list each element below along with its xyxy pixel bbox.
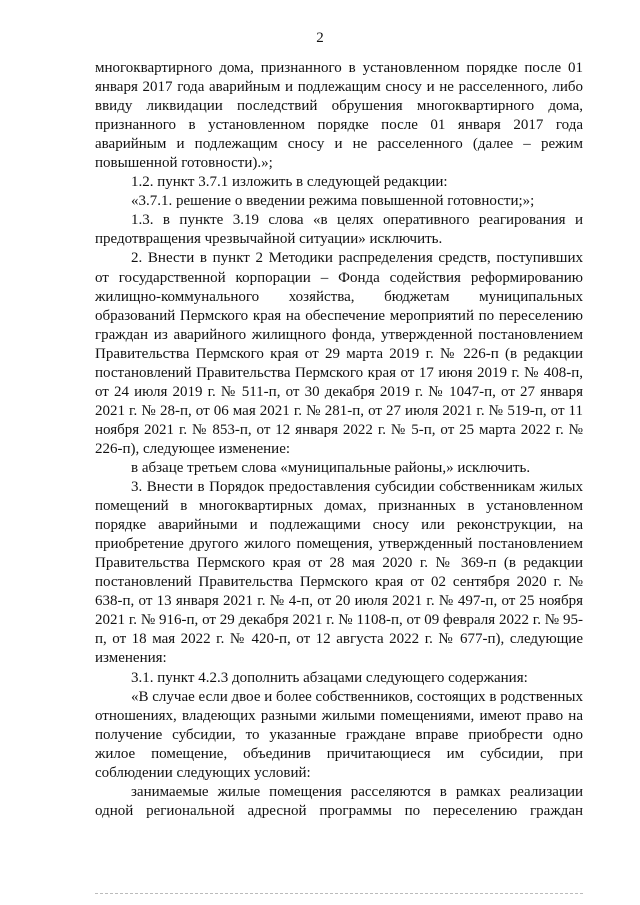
paragraph-8: 3.1. пункт 4.2.3 дополнить абзацами следующего содержания: <box>131 669 528 686</box>
paragraph-2: 1.2. пункт 3.7.1 изложить в следующей редакции: <box>131 174 448 191</box>
document-body <box>95 59 583 821</box>
paragraph-6: в абзаце третьем слова «муниципальные районы,» исключить. <box>131 459 531 476</box>
paragraph-5: 2. Внести в пункт 2 Методики распределения средств, поступивших от государственной корпорации – Фонда содействия реформированию жилищно-коммунального хозяйства, бюджетам муниципальных образований Пермского края на обеспечение мероприятий по переселению граждан из аварийного жилищного фонда, утвержденной постановлением Правительства Пермского края от 29 марта 2019 г. № 226-п (в редакции постановлений Правительства Пермского края от 17 июня 2019 г. № 408-п, от 24 июля 2019 г. № 511-п, от 30 декабря 2019 г. № 1047-п, от 27 января 2021 г. № 28-п, от 06 мая 2021 г. № 281-п, от 27 июля 2021 г. № 519-п, от 11 ноября 2021 г. № 853-п, от 12 января 2022 г. № 5-п, от 25 марта 2022 г. № 226-п), следующее изменение: <box>95 250 583 457</box>
page-number: 2 <box>316 30 324 46</box>
page-bottom-edge <box>95 893 583 894</box>
paragraph-10: занимаемые жилые помещения расселяются в рамках реализации одной региональной адресной программы по переселению граждан <box>95 783 583 819</box>
paragraph-4: 1.3. в пункте 3.19 слова «в целях оперативного реагирования и предотвращения чрезвычайной ситуации» исключить. <box>95 212 583 248</box>
paragraph-9: «В случае если двое и более собственников, состоящих в родственных отношениях, владеющих разными жилыми помещениями, имеют право на получение субсидии, то указанные граждане вправе приобрести одно жилое помещение, объединив причитающиеся им субсидии, при соблюдении следующих условий: <box>95 688 583 781</box>
paragraph-7: 3. Внести в Порядок предоставления субсидии собственникам жилых помещений в многоквартирных домах, признанных в установленном порядке аварийными и подлежащими сносу или реконструкции, на приобретение другого жилого помещения, утвержденный постановлением Правительства Пермского края от 28 мая 2020 г. № 369-п (в редакции постановлений Правительства Пермского края от 02 сентября 2020 г. № 638-п, от 13 января 2021 г. № 4-п, от 20 июля 2021 г. № 497-п, от 25 ноября 2021 г. № 916-п, от 29 декабря 2021 г. № 1108-п, от 09 февраля 2022 г. № 95-п, от 18 мая 2022 г. № 420-п, от 12 августа 2022 г. № 677-п), следующие изменения: <box>95 479 583 667</box>
paragraph-3: «3.7.1. решение о введении режима повышенной готовности;»; <box>131 193 535 210</box>
paragraph-1: многоквартирного дома, признанного в установленном порядке после 01 января 2017 года аварийным и подлежащим сносу и не расселенного, либо ввиду ликвидации последствий обрушения многоквартирного дома, признанного в установленном порядке после 01 января 2017 года аварийным и подлежащим сносу и не расселенного (далее – режим повышенной готовности).»; <box>95 60 583 172</box>
